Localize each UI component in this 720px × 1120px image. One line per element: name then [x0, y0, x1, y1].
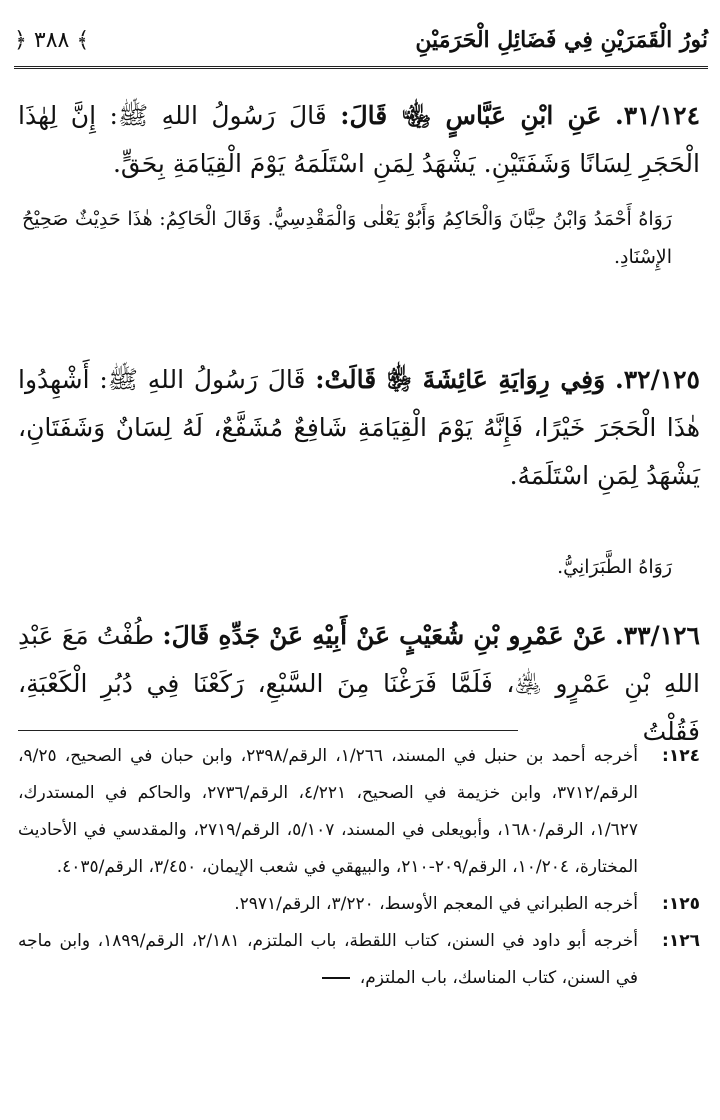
- hadith-chain: عَنْ عَمْرِو بْنِ شُعَيْبٍ عَنْ أَبِيْهِ عَنْ جَدِّهِ قَالَ:: [162, 621, 607, 650]
- page-header: [14, 20, 708, 60]
- footnote-number: ١٢٦:: [662, 931, 700, 951]
- header-divider: [14, 66, 708, 69]
- footnote-number: ١٢٤:: [662, 746, 700, 766]
- footnote-124: [18, 738, 700, 886]
- hadith-text: قَالَ رَسُولُ اللهِ ﷺ: أَشْهِدُوا هٰذَا الْحَجَرَ خَيْرًا، فَإِنَّهُ يَوْمَ الْقِيَامَةِ شَافِعٌ مُشَفَّعٌ، لَهُ لِسَانٌ وَشَفَتَانِ، يَشْهَدُ لِمَنِ اسْتَلَمَهُ.: [18, 365, 700, 490]
- hadith-125: [18, 356, 700, 500]
- footnote-text: أخرجه الطبراني في المعجم الأوسط، ٣/٢٢٠، الرقم/٢٩٧١.: [234, 894, 638, 914]
- continuation-mark: [322, 977, 350, 979]
- hadith-124: [18, 92, 700, 188]
- hadith-number: ٣٣/١٢٦.: [614, 621, 700, 650]
- hadith-number: ٣١/١٢٤.: [615, 101, 701, 130]
- hadith-chain: عَنِ ابْنِ عَبَّاسٍ ﵄ قَالَ:: [340, 101, 602, 130]
- footnote-126: [18, 923, 700, 997]
- footnote-number: ١٢٥:: [662, 894, 700, 914]
- footnote-text: أخرجه أحمد بن حنبل في المسند، ١/٢٦٦، الرقم/٢٣٩٨، وابن حبان في الصحيح، ٩/٢٥، الرقم/٣٧١٢، وابن خزيمة في الصحيح، ٤/٢٢١، الرقم/٢٧٣٦، والحاكم في المستدرك، ١/٦٢٧، الرقم/١٦٨٠، وأبويعلى في المسند، ٥/١٠٧، الرقم/٢٧١٩، والمقدسي في الأحاديث المختارة، ١٠/٢٠٤، الرقم/٢٠٩-٢١٠، والبيهقي في شعب الإيمان، ٣/٤٥٠، الرقم/٤٠٣٥.: [18, 746, 639, 877]
- footnote-text: أخرجه أبو داود في السنن، كتاب اللقطة، باب الملتزم، ٢/١٨١، الرقم/١٨٩٩، وابن ماجه في السنن، كتاب المناسك، باب الملتزم،: [18, 931, 638, 988]
- hadith-text: طُفْتُ مَعَ عَبْدِ اللهِ بْنِ عَمْرٍو ﵁، فَلَمَّا فَرَغْنَا مِنَ السَّبْعِ، رَكَعْنَا فِي دُبُرِ الْكَعْبَةِ، فَقُلْتُ: [18, 621, 700, 746]
- running-title: نُورُ الْقَمَرَيْنِ فِي فَضَائِلِ الْحَرَمَيْنِ: [415, 27, 708, 53]
- hadith-source: رَوَاهُ أَحْمَدُ وَابْنُ حِبَّانَ وَالْحَاكِمُ وَأَبُوْ يَعْلٰى وَالْمَقْدِسِيُّ. وَقَالَ الْحَاكِمُ: هٰذَا حَدِيْثٌ صَحِيْحُ الإِسْنَادِ.: [22, 208, 672, 268]
- page-number: ﴿ ٣٨٨ ﴾: [14, 27, 90, 53]
- hadith-text: قَالَ رَسُولُ اللهِ ﷺ: إِنَّ لِهٰذَا الْحَجَرِ لِسَانًا وَشَفَتَيْنِ. يَشْهَدُ لِمَنِ اسْتَلَمَهُ يَوْمَ الْقِيَامَةِ بِحَقٍّ.: [18, 101, 700, 178]
- hadith-chain: وَفِي رِوَايَةِ عَائِشَةَ ﵂ قَالَتْ:: [315, 365, 606, 394]
- footnote-divider: [18, 730, 518, 731]
- footnote-125: [18, 886, 700, 923]
- hadith-126: [18, 612, 700, 756]
- hadith-number: ٣٢/١٢٥.: [615, 365, 700, 394]
- footnotes: [18, 738, 700, 997]
- hadith-source: رَوَاهُ الطَّبَرَانِيُّ.: [557, 556, 672, 578]
